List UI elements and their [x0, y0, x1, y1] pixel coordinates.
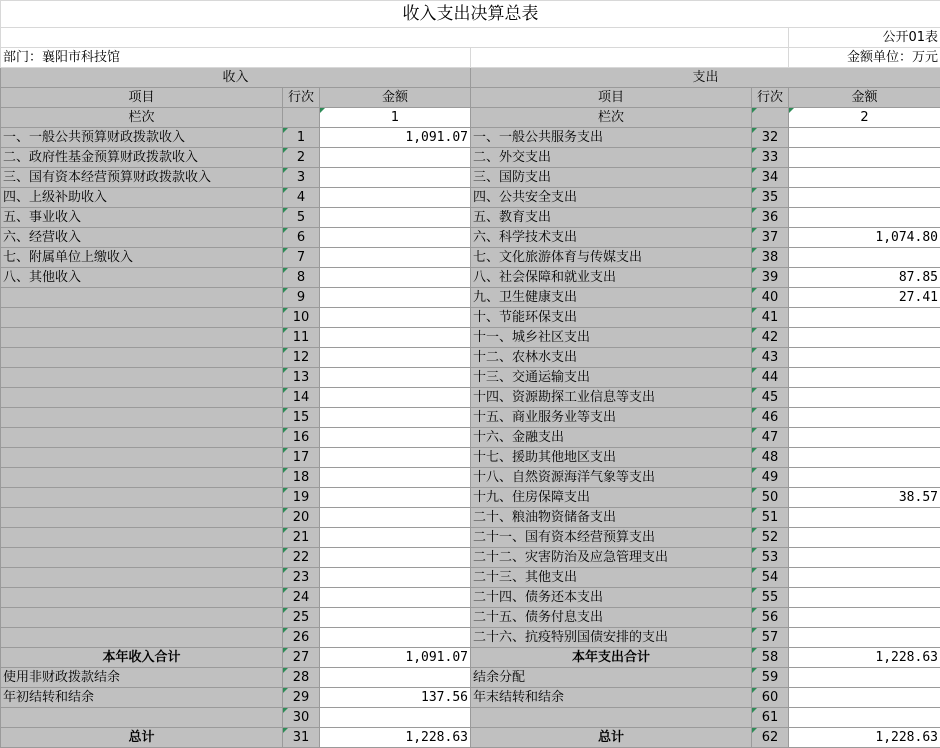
income-line-no: 1 [283, 128, 320, 148]
income-item [1, 468, 283, 488]
expense-line-no: 39 [752, 268, 789, 288]
income-line-no: 13 [283, 368, 320, 388]
table-row [1, 188, 940, 208]
expense-line-no: 50 [752, 488, 789, 508]
table-row [1, 388, 940, 408]
income-amount-header: 金额 [320, 88, 471, 108]
income-total-amount: 1,091.07 [320, 648, 471, 668]
expense-item: 二十一、国有资本经营预算支出 [471, 528, 752, 548]
unit-label: 金额单位：万元 [789, 48, 940, 68]
income-total-item [1, 708, 283, 728]
expense-line-no: 40 [752, 288, 789, 308]
expense-line-no: 49 [752, 468, 789, 488]
table-row [1, 408, 940, 428]
expense-line-no: 43 [752, 348, 789, 368]
expense-header: 支出 [471, 68, 940, 88]
income-line-no: 20 [283, 508, 320, 528]
expense-item: 十、节能环保支出 [471, 308, 752, 328]
income-line-no: 5 [283, 208, 320, 228]
form-code: 公开01表 [789, 28, 940, 48]
income-item [1, 588, 283, 608]
table-row [1, 308, 940, 328]
income-line-no: 16 [283, 428, 320, 448]
income-total-line-no: 29 [283, 688, 320, 708]
expense-line-no: 57 [752, 628, 789, 648]
income-line-no: 21 [283, 528, 320, 548]
expense-amount [789, 188, 940, 208]
income-line-no: 9 [283, 288, 320, 308]
table-row [1, 268, 940, 288]
income-item-header: 项目 [1, 88, 283, 108]
expense-line-no: 37 [752, 228, 789, 248]
expense-amount: 38.57 [789, 488, 940, 508]
expense-line-no: 36 [752, 208, 789, 228]
income-line-no: 25 [283, 608, 320, 628]
income-total-line-no: 28 [283, 668, 320, 688]
income-line-no: 24 [283, 588, 320, 608]
income-amount [320, 388, 471, 408]
income-item [1, 508, 283, 528]
income-column-number: 1 [320, 108, 471, 128]
expense-amount [789, 308, 940, 328]
income-amount [320, 528, 471, 548]
expense-line-no: 33 [752, 148, 789, 168]
income-total-line-no: 31 [283, 728, 320, 748]
income-item [1, 448, 283, 468]
page-title: 收入支出决算总表 [1, 1, 940, 28]
expense-total-amount: 1,228.63 [789, 728, 940, 748]
table-row [1, 468, 940, 488]
income-total-item: 总计 [1, 728, 283, 748]
table-row [1, 348, 940, 368]
expense-item: 四、公共安全支出 [471, 188, 752, 208]
total-row [1, 728, 940, 748]
expense-item: 十四、资源勘探工业信息等支出 [471, 388, 752, 408]
expense-line-no: 47 [752, 428, 789, 448]
income-amount [320, 608, 471, 628]
expense-amount [789, 448, 940, 468]
expense-column-label: 栏次 [471, 108, 752, 128]
income-item [1, 428, 283, 448]
income-amount [320, 248, 471, 268]
expense-amount-header: 金额 [789, 88, 940, 108]
expense-line-no: 56 [752, 608, 789, 628]
income-total-item: 年初结转和结余 [1, 688, 283, 708]
table-row [1, 368, 940, 388]
income-amount [320, 228, 471, 248]
expense-line-no: 42 [752, 328, 789, 348]
income-line-no: 19 [283, 488, 320, 508]
income-amount [320, 488, 471, 508]
income-amount [320, 448, 471, 468]
income-item: 二、政府性基金预算财政拨款收入 [1, 148, 283, 168]
income-amount [320, 408, 471, 428]
expense-amount [789, 388, 940, 408]
expense-item: 八、社会保障和就业支出 [471, 268, 752, 288]
income-item [1, 568, 283, 588]
income-line-no: 8 [283, 268, 320, 288]
income-item [1, 308, 283, 328]
income-amount [320, 588, 471, 608]
expense-amount [789, 548, 940, 568]
expense-amount [789, 528, 940, 548]
expense-amount [789, 148, 940, 168]
income-amount [320, 568, 471, 588]
expense-amount [789, 428, 940, 448]
income-amount [320, 628, 471, 648]
expense-total-amount [789, 668, 940, 688]
income-item: 一、一般公共预算财政拨款收入 [1, 128, 283, 148]
table-row [1, 608, 940, 628]
income-amount [320, 308, 471, 328]
income-item [1, 368, 283, 388]
expense-line-no: 52 [752, 528, 789, 548]
table-row [1, 448, 940, 468]
expense-line-no: 48 [752, 448, 789, 468]
expense-line-no: 46 [752, 408, 789, 428]
expense-item: 一、一般公共服务支出 [471, 128, 752, 148]
income-header: 收入 [1, 68, 471, 88]
income-amount [320, 208, 471, 228]
expense-item: 十一、城乡社区支出 [471, 328, 752, 348]
expense-item: 十三、交通运输支出 [471, 368, 752, 388]
income-item: 四、上级补助收入 [1, 188, 283, 208]
expense-total-item: 结余分配 [471, 668, 752, 688]
expense-item: 二、外交支出 [471, 148, 752, 168]
expense-column-number: 2 [789, 108, 940, 128]
expense-total-item: 本年支出合计 [471, 648, 752, 668]
table-row [1, 628, 940, 648]
income-amount [320, 368, 471, 388]
income-line-no: 14 [283, 388, 320, 408]
income-total-item: 本年收入合计 [1, 648, 283, 668]
income-line-no: 2 [283, 148, 320, 168]
table-row [1, 588, 940, 608]
income-item [1, 388, 283, 408]
income-line-no: 11 [283, 328, 320, 348]
expense-amount [789, 508, 940, 528]
expense-line-header: 行次 [752, 88, 789, 108]
expense-total-line-no: 58 [752, 648, 789, 668]
income-line-no: 23 [283, 568, 320, 588]
total-row [1, 648, 940, 668]
income-line-no: 4 [283, 188, 320, 208]
expense-item: 三、国防支出 [471, 168, 752, 188]
income-item: 八、其他收入 [1, 268, 283, 288]
income-item [1, 528, 283, 548]
income-amount [320, 148, 471, 168]
expense-item-header: 项目 [471, 88, 752, 108]
income-item [1, 288, 283, 308]
income-item: 五、事业收入 [1, 208, 283, 228]
income-line-no: 18 [283, 468, 320, 488]
expense-total-item [471, 708, 752, 728]
income-amount [320, 328, 471, 348]
income-line-no: 3 [283, 168, 320, 188]
table-row [1, 428, 940, 448]
expense-item: 二十二、灾害防治及应急管理支出 [471, 548, 752, 568]
table-row [1, 168, 940, 188]
expense-item: 二十四、债务还本支出 [471, 588, 752, 608]
department-label: 部门：襄阳市科技馆 [1, 48, 471, 68]
expense-item: 十八、自然资源海洋气象等支出 [471, 468, 752, 488]
income-amount: 1,091.07 [320, 128, 471, 148]
income-amount [320, 428, 471, 448]
income-line-no: 7 [283, 248, 320, 268]
expense-item: 十九、住房保障支出 [471, 488, 752, 508]
income-total-amount [320, 708, 471, 728]
expense-item: 二十六、抗疫特别国债安排的支出 [471, 628, 752, 648]
table-row [1, 148, 940, 168]
income-item [1, 608, 283, 628]
income-line-header: 行次 [283, 88, 320, 108]
table-row [1, 208, 940, 228]
income-total-line-no: 27 [283, 648, 320, 668]
expense-total-amount: 1,228.63 [789, 648, 940, 668]
expense-item: 十七、援助其他地区支出 [471, 448, 752, 468]
income-item [1, 348, 283, 368]
income-item: 三、国有资本经营预算财政拨款收入 [1, 168, 283, 188]
income-total-item: 使用非财政拨款结余 [1, 668, 283, 688]
income-amount [320, 348, 471, 368]
table-row [1, 548, 940, 568]
expense-amount [789, 208, 940, 228]
expense-amount [789, 328, 940, 348]
income-line-no: 26 [283, 628, 320, 648]
table-row [1, 528, 940, 548]
table-row [1, 568, 940, 588]
total-row [1, 668, 940, 688]
expense-item: 七、文化旅游体育与传媒支出 [471, 248, 752, 268]
table-row [1, 128, 940, 148]
income-item [1, 628, 283, 648]
expense-total-line-no: 62 [752, 728, 789, 748]
expense-amount [789, 608, 940, 628]
expense-total-amount [789, 708, 940, 728]
expense-line-no: 44 [752, 368, 789, 388]
expense-amount [789, 168, 940, 188]
income-line-no: 6 [283, 228, 320, 248]
expense-line-no: 38 [752, 248, 789, 268]
expense-amount [789, 588, 940, 608]
expense-item: 十二、农林水支出 [471, 348, 752, 368]
table-row [1, 228, 940, 248]
income-line-no: 17 [283, 448, 320, 468]
expense-total-amount [789, 688, 940, 708]
expense-line-no: 53 [752, 548, 789, 568]
expense-item: 二十五、债务付息支出 [471, 608, 752, 628]
income-amount [320, 288, 471, 308]
income-line-no: 10 [283, 308, 320, 328]
income-amount [320, 468, 471, 488]
income-item [1, 548, 283, 568]
income-amount [320, 268, 471, 288]
income-line-no: 12 [283, 348, 320, 368]
income-item: 七、附属单位上缴收入 [1, 248, 283, 268]
table-row [1, 328, 940, 348]
expense-line-no: 55 [752, 588, 789, 608]
expense-item: 二十三、其他支出 [471, 568, 752, 588]
expense-line-no: 35 [752, 188, 789, 208]
expense-amount [789, 128, 940, 148]
expense-amount [789, 248, 940, 268]
table-row [1, 508, 940, 528]
expense-amount [789, 568, 940, 588]
expense-total-line-no: 59 [752, 668, 789, 688]
expense-total-item: 总计 [471, 728, 752, 748]
expense-amount [789, 628, 940, 648]
income-item [1, 488, 283, 508]
expense-total-item: 年末结转和结余 [471, 688, 752, 708]
income-line-no: 15 [283, 408, 320, 428]
income-item: 六、经营收入 [1, 228, 283, 248]
expense-line-no: 34 [752, 168, 789, 188]
expense-line-no: 32 [752, 128, 789, 148]
expense-item: 十六、金融支出 [471, 428, 752, 448]
income-line-no: 22 [283, 548, 320, 568]
income-column-label: 栏次 [1, 108, 283, 128]
expense-line-no: 54 [752, 568, 789, 588]
income-total-amount [320, 668, 471, 688]
table-row [1, 288, 940, 308]
income-item [1, 328, 283, 348]
expense-total-line-no: 60 [752, 688, 789, 708]
income-amount [320, 548, 471, 568]
expense-total-line-no: 61 [752, 708, 789, 728]
table-row [1, 488, 940, 508]
expense-line-no: 41 [752, 308, 789, 328]
income-total-line-no: 30 [283, 708, 320, 728]
expense-amount: 1,074.80 [789, 228, 940, 248]
expense-amount [789, 348, 940, 368]
total-row [1, 708, 940, 728]
income-item [1, 408, 283, 428]
expense-item: 十五、商业服务业等支出 [471, 408, 752, 428]
expense-amount: 87.85 [789, 268, 940, 288]
income-amount [320, 168, 471, 188]
expense-item: 六、科学技术支出 [471, 228, 752, 248]
expense-amount [789, 408, 940, 428]
expense-amount [789, 468, 940, 488]
income-total-amount: 1,228.63 [320, 728, 471, 748]
expense-item: 五、教育支出 [471, 208, 752, 228]
table-row [1, 248, 940, 268]
expense-amount [789, 368, 940, 388]
expense-item: 九、卫生健康支出 [471, 288, 752, 308]
income-amount [320, 508, 471, 528]
expense-amount: 27.41 [789, 288, 940, 308]
expense-item: 二十、粮油物资储备支出 [471, 508, 752, 528]
expense-line-no: 45 [752, 388, 789, 408]
income-total-amount: 137.56 [320, 688, 471, 708]
expense-line-no: 51 [752, 508, 789, 528]
total-row [1, 688, 940, 708]
income-amount [320, 188, 471, 208]
